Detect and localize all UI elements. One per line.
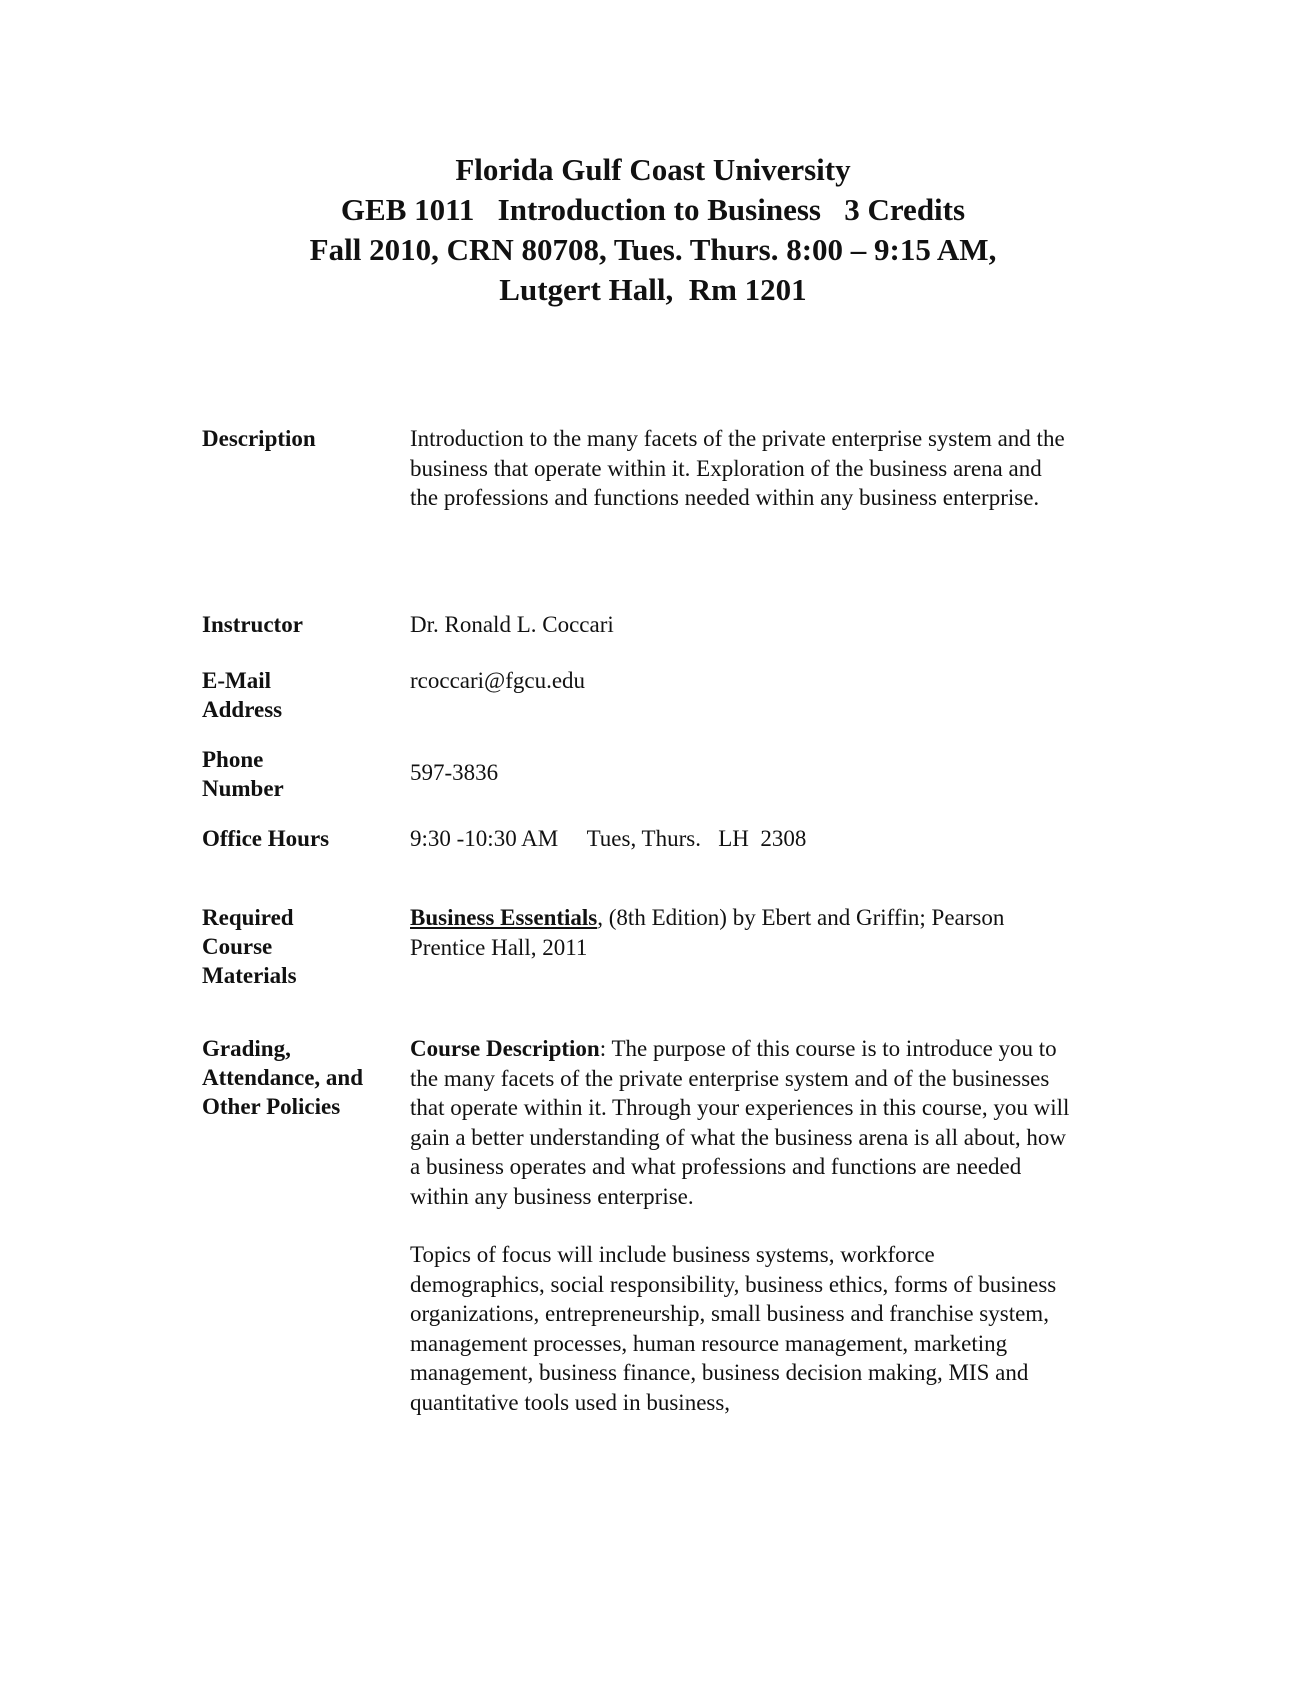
course-location: Lutgert Hall, Rm 1201 xyxy=(499,272,807,307)
phone-value: 597-3836 xyxy=(410,760,499,785)
email-label: E-Mail Address xyxy=(202,668,283,722)
course-description-text: : The purpose of this course is to introduce you to the many facets of the private enterprise system and of the businesses that operate within it. Through your experiences in this course, you will gain a better understanding of what the business arena is all about, how a business operates and what professions and functions are needed within any business enterprise. xyxy=(410,1036,1070,1209)
phone-label: Phone Number xyxy=(202,747,284,801)
course-description-label: Course Description xyxy=(410,1036,600,1061)
course-title: GEB 1011 Introduction to Business 3 Credits xyxy=(340,192,966,227)
textbook-details: , (8th Edition) by Ebert and Griffin; Pearson Prentice Hall, 2011 xyxy=(410,905,1005,960)
policies-label: Grading, Attendance, and Other Policies xyxy=(202,1036,364,1119)
email-value: rcoccari@fgcu.edu xyxy=(410,668,586,693)
university-name: Florida Gulf Coast University xyxy=(455,152,851,187)
course-description-paragraph xyxy=(410,1034,1070,1211)
description-label: Description xyxy=(202,426,316,451)
textbook-title: Business Essentials xyxy=(410,905,598,930)
materials-value xyxy=(410,903,1060,962)
office-hours-value: 9:30 -10:30 AM Tues, Thurs. LH 2308 xyxy=(410,826,807,851)
instructor-name: Dr. Ronald L. Coccari xyxy=(410,612,614,637)
office-hours-label: Office Hours xyxy=(202,826,330,851)
document-header xyxy=(0,150,1306,310)
materials-label: Required Course Materials xyxy=(202,905,297,988)
course-schedule: Fall 2010, CRN 80708, Tues. Thurs. 8:00 – 9:15 AM, xyxy=(309,232,997,267)
instructor-label: Instructor xyxy=(202,612,303,637)
policies-text xyxy=(410,1034,1070,1417)
topics-paragraph: Topics of focus will include business systems, workforce demographics, social responsibility, business ethics, forms of business organizations, entrepreneurship, small business and franchise system, management processes, human resource management, marketing management, business finance, business decision making, MIS and quantitative tools used in business, xyxy=(410,1242,1057,1415)
description-text: Introduction to the many facets of the private enterprise system and the business that operate within it. Exploration of the business arena and the professions and functions needed within any business enterprise. xyxy=(410,426,1065,510)
